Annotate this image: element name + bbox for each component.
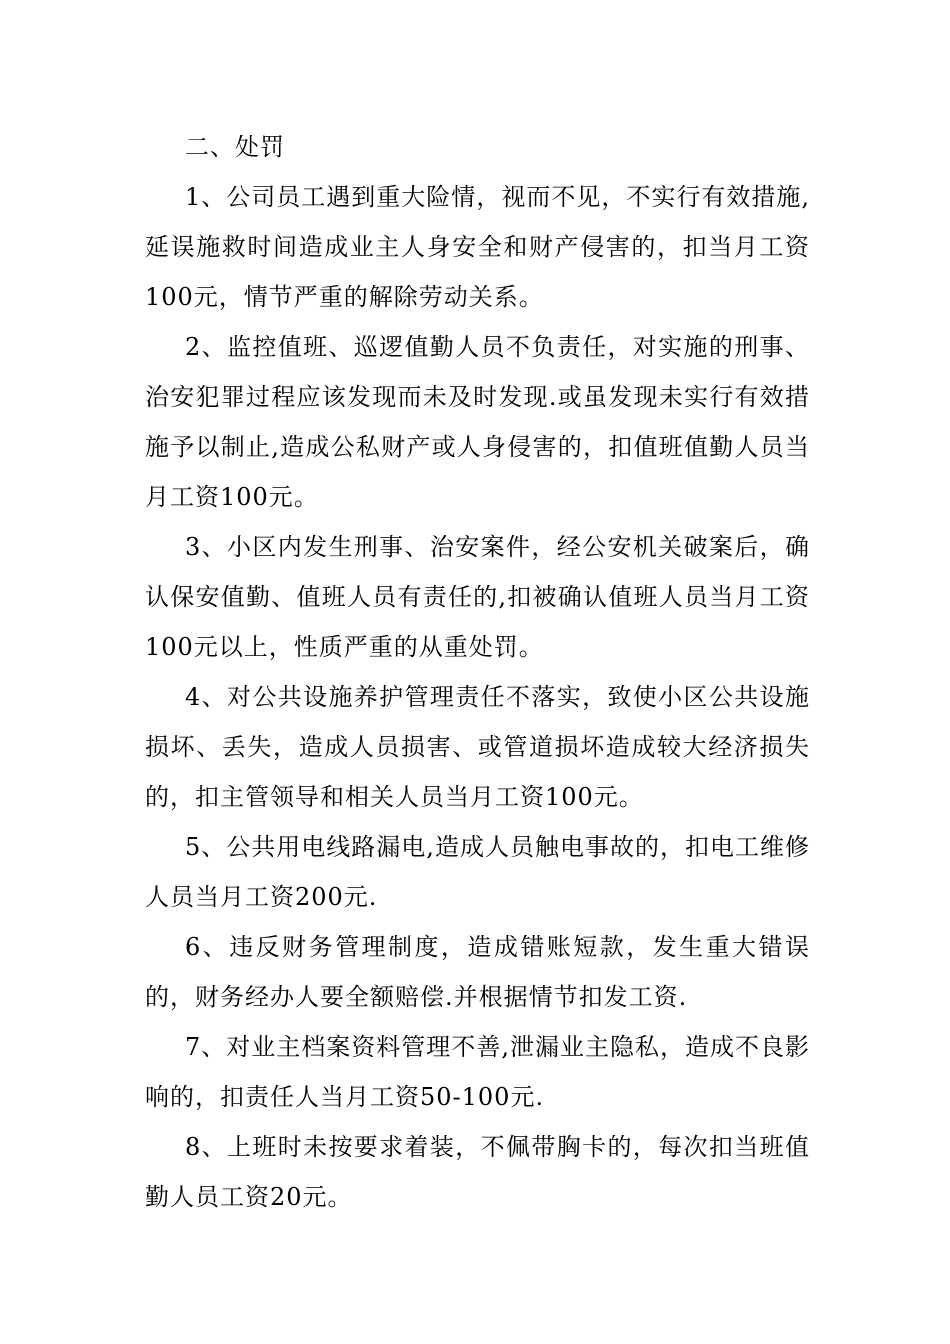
penalty-item-7: 7、对业主档案资料管理不善,泄漏业主隐私，造成不良影响的，扣责任人当月工资50-100元. xyxy=(145,1033,810,1111)
penalty-item-1: 1、公司员工遇到重大险情，视而不见，不实行有效措施,延误施救时间造成业主人身安全和财产侵害的，扣当月工资100元，情节严重的解除劳动关系。 xyxy=(145,183,810,311)
document-body xyxy=(145,122,810,1222)
penalty-item-8: 8、上班时未按要求着装，不佩带胸卡的，每次扣当班值勤人员工资20元。 xyxy=(145,1133,810,1211)
penalty-item-2: 2、监控值班、巡逻值勤人员不负责任，对实施的刑事、治安犯罪过程应该发现而未及时发现.或虽发现未实行有效措施予以制止,造成公私财产或人身侵害的，扣值班值勤人员当月工资100元。 xyxy=(145,333,810,511)
penalty-item-4: 4、对公共设施养护管理责任不落实，致使小区公共设施损坏、丢失，造成人员损害、或管道损坏造成较大经济损失的，扣主管领导和相关人员当月工资100元。 xyxy=(145,683,810,811)
section-heading: 二、处罚 xyxy=(185,133,285,161)
penalty-item-5: 5、公共用电线路漏电,造成人员触电事故的，扣电工维修人员当月工资200元. xyxy=(145,833,810,911)
penalty-item-3: 3、小区内发生刑事、治安案件，经公安机关破案后，确认保安值勤、值班人员有责任的,扣被确认值班人员当月工资100元以上，性质严重的从重处罚。 xyxy=(145,533,810,661)
penalty-item-6: 6、违反财务管理制度，造成错账短款，发生重大错误的，财务经办人要全额赔偿.并根据情节扣发工资. xyxy=(145,933,810,1011)
